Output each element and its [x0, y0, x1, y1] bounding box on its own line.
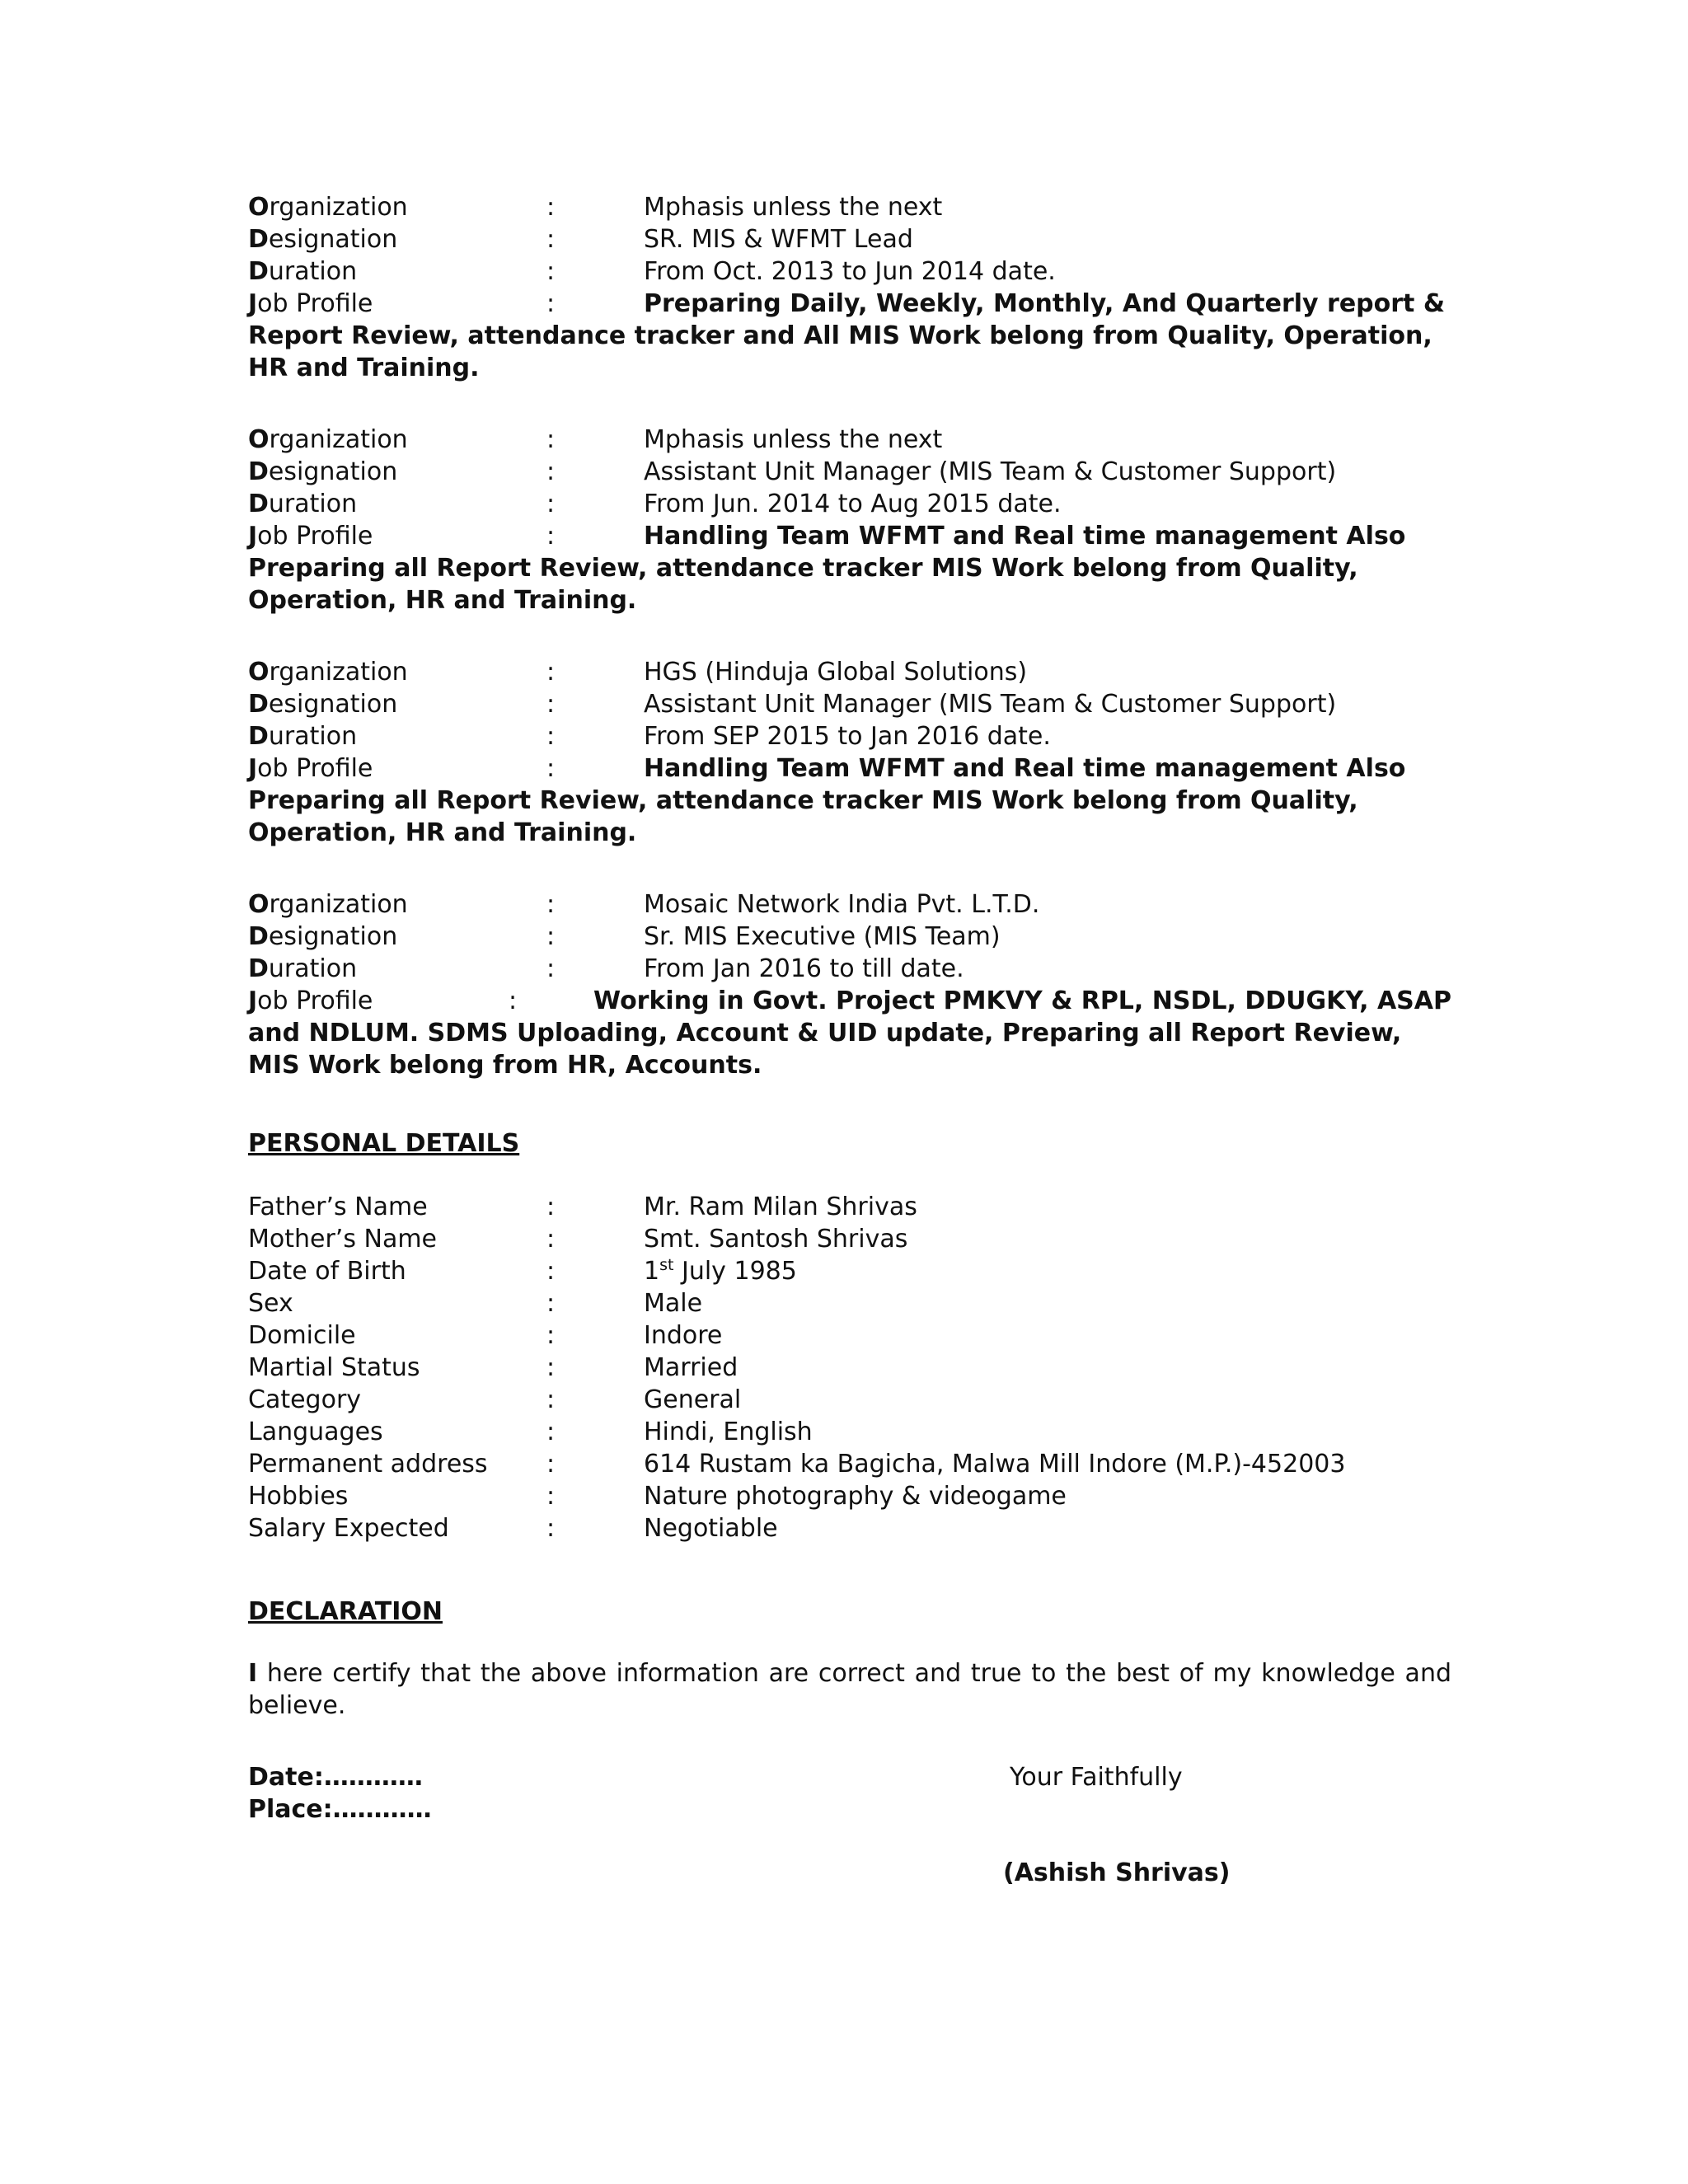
- separator-colon: :: [546, 193, 556, 222]
- marital-status-value: Married: [644, 1353, 738, 1382]
- duration-value: From SEP 2015 to Jan 2016 date.: [644, 722, 1051, 751]
- sex-value: Male: [644, 1289, 703, 1318]
- job-profile-continuation: Preparing all Report Review, attendance tracker MIS Work belong from Quality, Operation, HR and Training.: [248, 554, 1358, 615]
- closing-text: Your Faithfully: [1010, 1763, 1183, 1792]
- separator-colon: :: [509, 987, 518, 1015]
- domicile-row: [248, 1319, 1451, 1352]
- separator-colon: :: [546, 289, 556, 318]
- organization-label: Organization: [248, 193, 408, 222]
- separator-colon: :: [546, 690, 556, 719]
- mothers-name-row: [248, 1223, 1451, 1255]
- job-profile-continuation: Report Review, attendance tracker and All MIS Work belong from Quality, Operation, HR and Training.: [248, 321, 1432, 382]
- organization-label: Organization: [248, 658, 408, 687]
- mothers-name-label: Mother’s Name: [248, 1225, 438, 1254]
- hobbies-label: Hobbies: [248, 1482, 349, 1511]
- permanent-address-label: Permanent address: [248, 1450, 488, 1479]
- separator-colon: :: [546, 1257, 556, 1286]
- permanent-address-value: 614 Rustam ka Bagicha, Malwa Mill Indore (M.P.)-452003: [644, 1450, 1346, 1479]
- duration-value: From Jun. 2014 to Aug 2015 date.: [644, 490, 1062, 518]
- separator-colon: :: [546, 257, 556, 286]
- job-profile-value: Preparing Daily, Weekly, Monthly, And Quarterly report &: [644, 289, 1445, 318]
- separator-colon: :: [546, 1418, 556, 1446]
- category-value: General: [644, 1385, 742, 1414]
- designation-value: Sr. MIS Executive (MIS Team): [644, 922, 1001, 951]
- category-label: Category: [248, 1385, 362, 1414]
- duration-value: From Oct. 2013 to Jun 2014 date.: [644, 257, 1056, 286]
- designation-label: Designation: [248, 457, 398, 486]
- designation-label: Designation: [248, 690, 398, 719]
- designation-row: [248, 921, 1451, 953]
- organization-label: Organization: [248, 425, 408, 454]
- fathers-name-row: [248, 1191, 1451, 1223]
- date-of-birth-label: Date of Birth: [248, 1257, 406, 1286]
- organization-value: Mphasis unless the next: [644, 425, 943, 454]
- separator-colon: :: [546, 1193, 556, 1221]
- designation-value: Assistant Unit Manager (MIS Team & Customer Support): [644, 457, 1337, 486]
- experience-entry: [248, 656, 1451, 849]
- experience-entry: [248, 888, 1451, 1081]
- experience-entry: [248, 424, 1451, 616]
- job-profile-value: Handling Team WFMT and Real time management Also: [644, 522, 1406, 551]
- personal-details-heading: PERSONAL DETAILS: [248, 1129, 520, 1158]
- job-profile-value: Handling Team WFMT and Real time management Also: [644, 754, 1406, 783]
- fathers-name-label: Father’s Name: [248, 1193, 428, 1221]
- designation-row: [248, 456, 1451, 488]
- separator-colon: :: [546, 1450, 556, 1479]
- duration-value: From Jan 2016 to till date.: [644, 954, 964, 983]
- separator-colon: :: [546, 658, 556, 687]
- organization-row: [248, 191, 1451, 223]
- separator-colon: :: [546, 522, 556, 551]
- languages-label: Languages: [248, 1418, 383, 1446]
- job-profile-continuation: Preparing all Report Review, attendance tracker MIS Work belong from Quality, Operation, HR and Training.: [248, 786, 1358, 847]
- marital-status-row: [248, 1352, 1451, 1384]
- declaration-heading: DECLARATION: [248, 1597, 443, 1626]
- fathers-name-value: Mr. Ram Milan Shrivas: [644, 1193, 917, 1221]
- experience-entry: [248, 191, 1451, 384]
- place-field: Place:…………: [248, 1795, 432, 1824]
- separator-colon: :: [546, 890, 556, 919]
- salary-expected-label: Salary Expected: [248, 1514, 449, 1543]
- domicile-label: Domicile: [248, 1321, 356, 1350]
- designation-row: [248, 688, 1451, 720]
- separator-colon: :: [546, 722, 556, 751]
- separator-colon: :: [546, 1482, 556, 1511]
- sex-row: [248, 1287, 1451, 1319]
- separator-colon: :: [546, 457, 556, 486]
- separator-colon: :: [546, 1289, 556, 1318]
- salary-expected-row: [248, 1512, 1451, 1544]
- separator-colon: :: [546, 922, 556, 951]
- separator-colon: :: [546, 1385, 556, 1414]
- separator-colon: :: [546, 754, 556, 783]
- marital-status-label: Martial Status: [248, 1353, 420, 1382]
- domicile-value: Indore: [644, 1321, 723, 1350]
- duration-row: [248, 255, 1451, 288]
- separator-colon: :: [546, 225, 556, 254]
- permanent-address-row: [248, 1448, 1451, 1480]
- declaration-text: I here certify that the above information are correct and true to the best of my knowledge and believe.: [248, 1659, 1451, 1720]
- job-profile-value: Working in Govt. Project PMKVY & RPL, NSDL, DDUGKY, ASAP: [593, 987, 1451, 1015]
- salary-expected-value: Negotiable: [644, 1514, 778, 1543]
- separator-colon: :: [546, 490, 556, 518]
- job-profile-row: [248, 752, 1451, 785]
- date-of-birth-value: 1st July 1985: [644, 1256, 797, 1286]
- languages-value: Hindi, English: [644, 1418, 813, 1446]
- separator-colon: :: [546, 1225, 556, 1254]
- job-profile-row: [248, 520, 1451, 552]
- job-profile-label: Job Profile: [248, 289, 373, 318]
- organization-label: Organization: [248, 890, 408, 919]
- job-profile-label: Job Profile: [248, 522, 373, 551]
- signature-footer: [248, 1761, 1451, 1893]
- date-field: Date:…………: [248, 1763, 423, 1792]
- hobbies-row: [248, 1480, 1451, 1512]
- organization-row: [248, 656, 1451, 688]
- duration-label: Duration: [248, 257, 358, 286]
- designation-label: Designation: [248, 225, 398, 254]
- separator-colon: :: [546, 1321, 556, 1350]
- organization-row: [248, 888, 1451, 921]
- separator-colon: :: [546, 1514, 556, 1543]
- duration-row: [248, 720, 1451, 752]
- separator-colon: :: [546, 1353, 556, 1382]
- duration-label: Duration: [248, 722, 358, 751]
- duration-label: Duration: [248, 954, 358, 983]
- organization-value: HGS (Hinduja Global Solutions): [644, 658, 1028, 687]
- signature-name: (Ashish Shrivas): [1003, 1858, 1231, 1887]
- separator-colon: :: [546, 954, 556, 983]
- organization-value: Mosaic Network India Pvt. L.T.D.: [644, 890, 1040, 919]
- resume-content: [248, 191, 1451, 1893]
- designation-label: Designation: [248, 922, 398, 951]
- designation-value: Assistant Unit Manager (MIS Team & Customer Support): [644, 690, 1337, 719]
- organization-value: Mphasis unless the next: [644, 193, 943, 222]
- designation-row: [248, 223, 1451, 255]
- duration-row: [248, 488, 1451, 520]
- job-profile-row: [248, 985, 1451, 1017]
- sex-label: Sex: [248, 1289, 293, 1318]
- category-row: [248, 1384, 1451, 1416]
- job-profile-label: Job Profile: [248, 987, 373, 1015]
- designation-value: SR. MIS & WFMT Lead: [644, 225, 913, 254]
- duration-row: [248, 953, 1451, 985]
- hobbies-value: Nature photography & videogame: [644, 1482, 1067, 1511]
- languages-row: [248, 1416, 1451, 1448]
- mothers-name-value: Smt. Santosh Shrivas: [644, 1225, 908, 1254]
- duration-label: Duration: [248, 490, 358, 518]
- separator-colon: :: [546, 425, 556, 454]
- job-profile-continuation: and NDLUM. SDMS Uploading, Account & UID update, Preparing all Report Review, MIS Work belong from HR, Accounts.: [248, 1019, 1402, 1080]
- organization-row: [248, 424, 1451, 456]
- job-profile-label: Job Profile: [248, 754, 373, 783]
- date-of-birth-row: [248, 1255, 1451, 1287]
- job-profile-row: [248, 288, 1451, 320]
